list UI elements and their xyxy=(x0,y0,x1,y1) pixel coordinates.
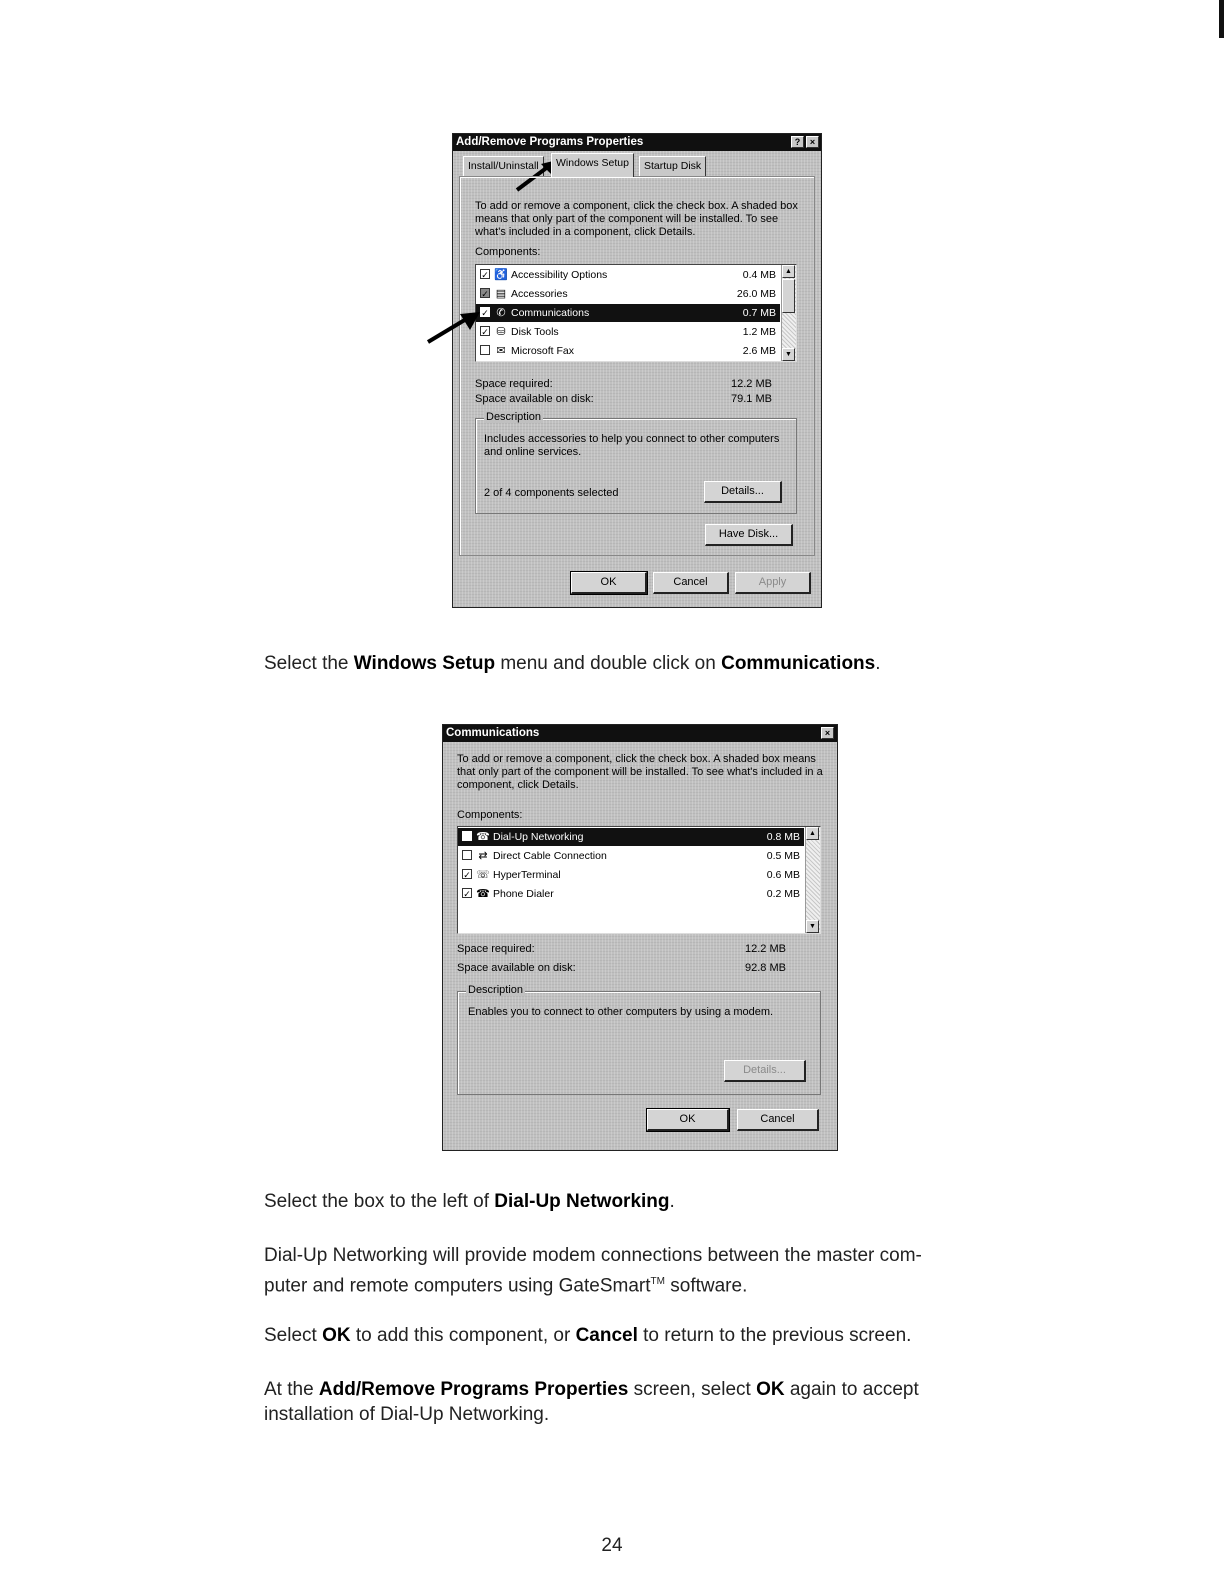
paragraph-ok-cancel: Select OK to add this component, or Cancel to return to the previous screen. xyxy=(264,1325,912,1346)
cancel-button[interactable]: Cancel xyxy=(653,572,729,594)
component-row[interactable] xyxy=(476,285,780,303)
component-checkbox[interactable] xyxy=(480,345,490,355)
description-label: Description xyxy=(468,984,524,996)
component-row[interactable] xyxy=(476,323,780,341)
space-required-value: 12.2 MB xyxy=(745,943,786,955)
add-remove-programs-dialog xyxy=(452,133,822,608)
page-edge-mark xyxy=(1219,0,1224,38)
phone-dialer-icon: ☎ xyxy=(476,888,490,900)
component-size: 0.2 MB xyxy=(766,888,800,900)
pointer-arrow-icon xyxy=(424,310,484,346)
scroll-down-arrow-icon[interactable]: ▼ xyxy=(782,348,795,361)
component-name: Communications xyxy=(511,307,590,319)
tab-install-uninstall[interactable]: Install/Uninstall xyxy=(463,156,544,176)
component-size: 0.5 MB xyxy=(766,850,800,862)
details-button[interactable]: Details... xyxy=(704,481,782,503)
page-number: 24 xyxy=(601,1535,623,1556)
scroll-up-arrow-icon[interactable]: ▲ xyxy=(782,265,795,278)
description-text: Includes accessories to help you connect to other computers and online services. xyxy=(484,433,780,458)
space-required-label: Space required: xyxy=(457,943,535,955)
have-disk-button[interactable]: Have Disk... xyxy=(705,524,793,546)
cancel-button[interactable]: Cancel xyxy=(737,1109,819,1131)
component-size: 26.0 MB xyxy=(736,288,776,300)
components-label: Components: xyxy=(475,246,541,258)
description-group xyxy=(475,411,797,514)
details-button[interactable]: Details... xyxy=(724,1060,806,1082)
paragraph-accept-line2: installation of Dial-Up Networking. xyxy=(264,1404,550,1425)
components-scrollbar[interactable] xyxy=(805,827,820,933)
apply-button[interactable]: Apply xyxy=(735,572,811,594)
space-required-label: Space required: xyxy=(475,378,553,390)
component-size: 0.7 MB xyxy=(742,307,776,319)
paragraph-dial-up-info-line2: puter and remote computers using GateSmart™ software. xyxy=(264,1275,748,1297)
instructions-text: To add or remove a component, click the check box. A shaded box means that only part of the component will be installed. To see what's included in a component, click Details. xyxy=(475,200,798,238)
space-available-value: 92.8 MB xyxy=(745,962,786,974)
scroll-up-arrow-icon[interactable]: ▲ xyxy=(806,827,819,840)
description-text: Enables you to connect to other computers by using a modem. xyxy=(468,1006,774,1018)
components-label: Components: xyxy=(457,809,523,821)
component-row[interactable] xyxy=(476,266,780,284)
tab-windows-setup[interactable]: Windows Setup xyxy=(551,153,634,177)
component-row[interactable] xyxy=(458,885,804,903)
component-checkbox[interactable]: ✓ xyxy=(463,870,471,881)
description-group xyxy=(457,984,821,1095)
component-size: 0.6 MB xyxy=(766,869,800,881)
component-checkbox[interactable] xyxy=(462,850,472,860)
space-available-value: 79.1 MB xyxy=(731,393,772,405)
fax-icon: ✉ xyxy=(496,345,506,357)
components-scrollbar[interactable] xyxy=(781,265,796,361)
tab-startup-disk[interactable]: Startup Disk xyxy=(639,156,706,176)
description-label: Description xyxy=(486,411,542,423)
component-size: 0.8 MB xyxy=(766,831,800,843)
ok-button[interactable]: OK xyxy=(647,1109,729,1131)
instructions-text: To add or remove a component, click the check box. A shaded box means that only part of the component will be installed. To see what's included in a component, click Details. xyxy=(457,753,823,791)
components-list xyxy=(475,264,797,362)
dialog-title: Add/Remove Programs Properties xyxy=(453,134,821,151)
component-checkbox[interactable] xyxy=(462,831,472,841)
component-name: Phone Dialer xyxy=(493,888,554,900)
space-required-value: 12.2 MB xyxy=(731,378,772,390)
paragraph-dial-up-info-line1: Dial-Up Networking will provide modem connections between the master com- xyxy=(264,1245,922,1266)
close-button[interactable]: × xyxy=(821,727,834,739)
space-available-label: Space available on disk: xyxy=(475,393,594,405)
component-checkbox[interactable]: ✓ xyxy=(481,308,489,319)
component-name: Microsoft Fax xyxy=(511,345,575,357)
component-row[interactable] xyxy=(458,847,804,865)
accessibility-icon: ♿ xyxy=(494,269,508,281)
scroll-thumb[interactable] xyxy=(782,279,795,313)
close-button[interactable]: × xyxy=(806,136,819,148)
component-row[interactable] xyxy=(458,828,804,846)
caption-windows-setup: Select the Windows Setup menu and double click on Communications. xyxy=(264,653,881,674)
caption-dial-up: Select the box to the left of Dial-Up Networking. xyxy=(264,1191,675,1212)
component-name: Accessibility Options xyxy=(511,269,608,281)
communications-dialog xyxy=(442,724,838,1151)
component-size: 0.4 MB xyxy=(742,269,776,281)
component-row[interactable] xyxy=(458,866,804,884)
paragraph-accept-line1: At the Add/Remove Programs Properties screen, select OK again to accept xyxy=(264,1379,919,1400)
component-checkbox[interactable]: ✓ xyxy=(481,327,489,338)
component-checkbox[interactable]: ✓ xyxy=(463,889,471,900)
component-row[interactable] xyxy=(476,304,780,322)
direct-cable-icon: ⇄ xyxy=(478,850,488,862)
components-list xyxy=(457,826,821,934)
component-name: Dial-Up Networking xyxy=(493,831,584,843)
selected-count: 2 of 4 components selected xyxy=(484,487,619,499)
dial-up-networking-icon: ☎ xyxy=(476,831,490,843)
space-available-label: Space available on disk: xyxy=(457,962,576,974)
ok-button[interactable]: OK xyxy=(571,572,647,594)
component-checkbox[interactable]: ✓ xyxy=(481,270,489,281)
scroll-down-arrow-icon[interactable]: ▼ xyxy=(806,920,819,933)
accessories-icon: ▤ xyxy=(495,288,507,300)
component-size: 2.6 MB xyxy=(742,345,776,357)
component-name: HyperTerminal xyxy=(493,869,561,881)
component-name: Disk Tools xyxy=(511,326,559,338)
component-size: 1.2 MB xyxy=(742,326,776,338)
component-name: Direct Cable Connection xyxy=(493,850,607,862)
component-row[interactable] xyxy=(476,342,780,360)
communications-icon: ✆ xyxy=(496,307,506,319)
component-checkbox[interactable]: ✓ xyxy=(481,289,489,300)
hyperterminal-icon: ☏ xyxy=(476,869,490,881)
disk-tools-icon: ⛁ xyxy=(496,326,506,338)
help-button[interactable]: ? xyxy=(791,136,804,148)
component-name: Accessories xyxy=(511,288,568,300)
dialog-title: Communications xyxy=(443,725,837,742)
